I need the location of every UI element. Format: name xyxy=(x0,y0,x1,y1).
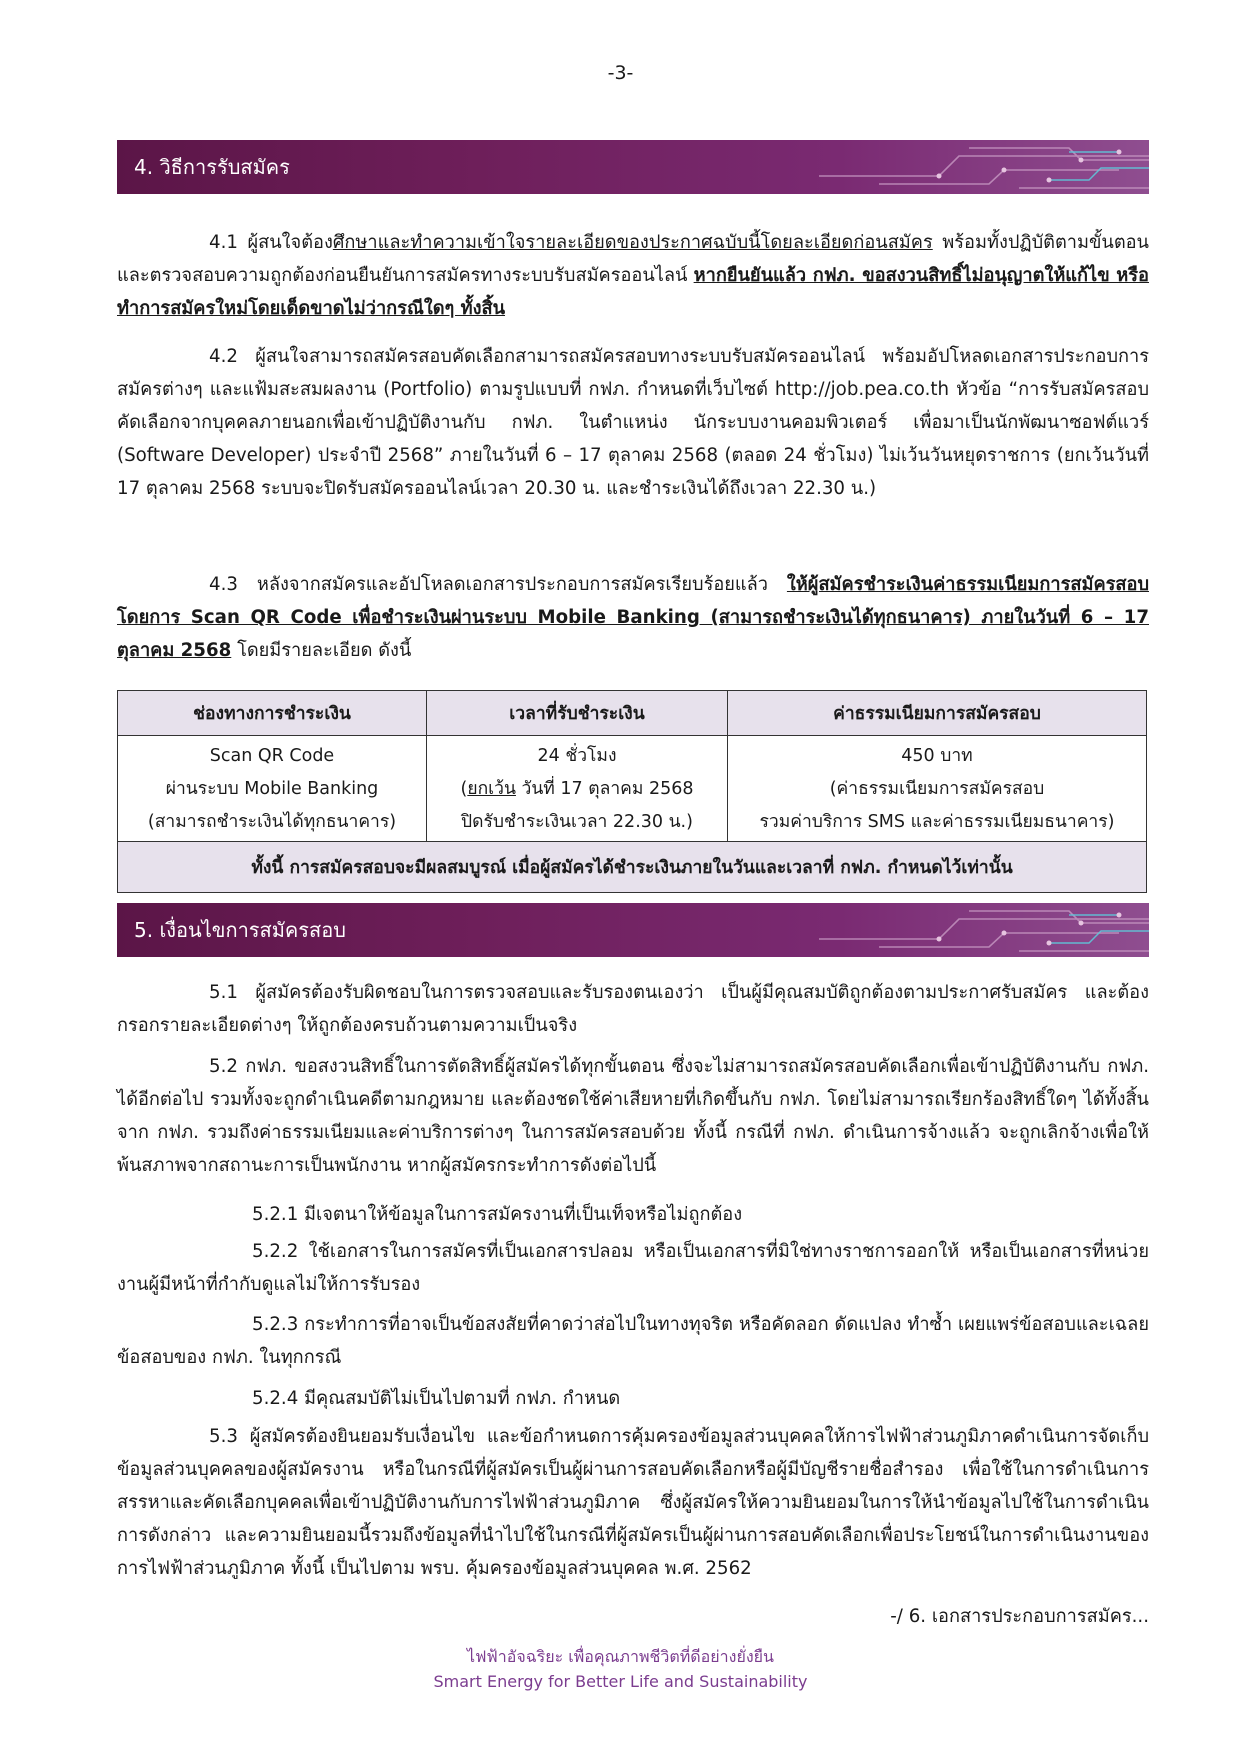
payment-channel-cell xyxy=(118,736,427,842)
paragraph-5-2-4: 5.2.4 มีคุณสมบัติไม่เป็นไปตามที่ กฟภ. กำหนด xyxy=(252,1388,621,1409)
fee-amount-line: 450 บาท xyxy=(901,746,973,766)
section-4-title: 4. วิธีการรับสมัคร xyxy=(134,155,290,179)
paren: ( xyxy=(460,779,468,799)
fee-table-header: เวลาที่รับชำระเงิน xyxy=(427,691,728,736)
circuit-decoration-icon xyxy=(819,903,1149,957)
payment-time-line xyxy=(427,773,727,806)
fee-table xyxy=(117,690,1147,893)
p43-payment-instruction: ให้ผู้สมัครชำระเงินค่าธรรมเนียมการสมัครสอบ โดยการ Scan QR Code เพื่อชำระเงินผ่านระบบ Mobile Banking (สามารถชำระเงินได้ทุกธนาคาร) ภายในวันที่ 6 – 17 ตุลาคม 2568 xyxy=(117,574,1149,661)
paragraph-4-3 xyxy=(117,568,1149,667)
fee-table-note: ทั้งนี้ การสมัครสอบจะมีผลสมบูรณ์ เมื่อผู้สมัครได้ชำระเงินภายในวันและเวลาที่ กฟภ. กำหนดไว้เท่านั้น xyxy=(118,842,1147,893)
payment-channel-line: ผ่านระบบ Mobile Banking xyxy=(165,779,379,799)
paragraph-4-1 xyxy=(117,226,1149,325)
section-5-banner xyxy=(117,903,1149,957)
section-5-title: 5. เงื่อนไขการสมัครสอบ xyxy=(134,918,346,942)
p43-tail: โดยมีรายละเอียด ดังนี้ xyxy=(231,640,412,661)
paragraph-5-2: 5.2 กฟภ. ขอสงวนสิทธิ์ในการตัดสิทธิ์ผู้สมัครได้ทุกขั้นตอน ซึ่งจะไม่สามารถสมัครสอบคัดเลือกเพื่อเข้าปฏิบัติงานกับ กฟภ. ได้อีกต่อไป รวมทั้งจะถูกดำเนินคดีตามกฎหมาย และต้องชดใช้ค่าเสียหายที่เกิดขึ้นกับ กฟภ. โดยไม่สามารถเรียกร้องสิทธิ์ใดๆ ได้ทั้งสิ้นจาก กฟภ. รวมถึงค่าธรรมเนียมและค่าบริการต่างๆ ในการสมัครสอบด้วย ทั้งนี้ กรณีที่ กฟภ. ดำเนินการจ้างแล้ว จะถูกเลิกจ้างเพื่อให้พ้นสภาพจากสถานะการเป็นพนักงาน หากผู้สมัครกระทำการดังต่อไปนี้ xyxy=(117,1056,1149,1176)
p41-body: พร้อมทั้งปฏิบัติตามขั้นตอน และตรวจสอบความถูกต้องก่อนยืนยันการสมัครทางระบบรับสมัครออนไลน์ xyxy=(117,232,1149,286)
fee-table-header-row xyxy=(118,691,1147,736)
fee-table-header: ช่องทางการชำระเงิน xyxy=(118,691,427,736)
except-date: วันที่ 17 ตุลาคม 2568 xyxy=(515,779,694,799)
fee-table-row xyxy=(118,736,1147,842)
paragraph-5-1: 5.1 ผู้สมัครต้องรับผิดชอบในการตรวจสอบและรับรองตนเองว่า เป็นผู้มีคุณสมบัติถูกต้องตามประกาศรับสมัคร และต้องกรอกรายละเอียดต่างๆ ให้ถูกต้องครบถ้วนตามความเป็นจริง xyxy=(117,982,1149,1036)
fee-table-note-row xyxy=(118,842,1147,893)
paragraph-4-2: 4.2 ผู้สนใจสามารถสมัครสอบคัดเลือกสามารถสมัครสอบทางระบบรับสมัครออนไลน์ พร้อมอัปโหลดเอกสารประกอบการสมัครต่างๆ และแฟ้มสะสมผลงาน (Portfolio) ตามรูปแบบที่ กฟภ. กำหนดที่เว็บไซต์ http://job.pea.co.th หัวข้อ “การรับสมัครสอบคัดเลือกจากบุคคลภายนอกเพื่อเข้าปฏิบัติงานกับ กฟภ. ในตำแหน่ง นักระบบงานคอมพิวเตอร์ เพื่อมาเป็นนักพัฒนาซอฟต์แวร์ (Software Developer) ประจำปี 2568” ภายในวันที่ 6 – 17 ตุลาคม 2568 (ตลอด 24 ชั่วโมง) ไม่เว้นวันหยุดราชการ (ยกเว้นวันที่ 17 ตุลาคม 2568 ระบบจะปิดรับสมัครออนไลน์เวลา 20.30 น. และชำระเงินได้ถึงเวลา 22.30 น.) xyxy=(117,346,1149,499)
paragraph-5-2-2: 5.2.2 ใช้เอกสารในการสมัครที่เป็นเอกสารปลอม หรือเป็นเอกสารที่มิใช่ทางราชการออกให้ หรือเป็นเอกสารที่หน่วยงานผู้มีหน้าที่กำกับดูแลไม่ให้การรับรอง xyxy=(117,1241,1149,1295)
paragraph-5-2-1: 5.2.1 มีเจตนาให้ข้อมูลในการสมัครงานที่เป็นเท็จหรือไม่ถูกต้อง xyxy=(252,1204,743,1225)
payment-time-line: 24 ชั่วโมง xyxy=(537,746,617,766)
fee-amount-line: รวมค่าบริการ SMS และค่าธรรมเนียมธนาคาร) xyxy=(759,812,1115,832)
except-word: ยกเว้น xyxy=(467,779,516,799)
footer-slogan-thai: ไฟฟ้าอัจฉริยะ เพื่อคุณภาพชีวิตที่ดีอย่างยั่งยืน xyxy=(467,1647,774,1666)
continuation-note: -/ 6. เอกสารประกอบการสมัคร... xyxy=(890,1606,1149,1627)
p43-lead: 4.3 หลังจากสมัครและอัปโหลดเอกสารประกอบการสมัครเรียบร้อยแล้ว xyxy=(209,574,787,595)
fee-table-header: ค่าธรรมเนียมการสมัครสอบ xyxy=(728,691,1147,736)
payment-channel-line: (สามารถชำระเงินได้ทุกธนาคาร) xyxy=(147,812,397,832)
payment-time-line: ปิดรับชำระเงินเวลา 22.30 น.) xyxy=(461,812,693,832)
section-4-banner xyxy=(117,140,1149,194)
p41-lead: 4.1 ผู้สนใจต้อง xyxy=(209,232,333,253)
paragraph-5-3: 5.3 ผู้สมัครต้องยินยอมรับเงื่อนไข และข้อกำหนดการคุ้มครองข้อมูลส่วนบุคคลให้การไฟฟ้าส่วนภูมิภาคดำเนินการจัดเก็บข้อมูลส่วนบุคคลของผู้สมัครงาน หรือในกรณีที่ผู้สมัครเป็นผู้ผ่านการสอบคัดเลือกหรือผู้มีบัญชีรายชื่อสำรอง เพื่อใช้ในการดำเนินการสรรหาและคัดเลือกบุคคลเพื่อเข้าปฏิบัติงานกับการไฟฟ้าส่วนภูมิภาค ซึ่งผู้สมัครให้ความยินยอมในการให้นำข้อมูลไปใช้ในการดำเนินการดังกล่าว และความยินยอมนี้รวมถึงข้อมูลที่นำไปใช้ในกรณีที่ผู้สมัครเป็นผู้ผ่านการสอบคัดเลือกเพื่อประโยชน์ในการดำเนินงานของการไฟฟ้าส่วนภูมิภาค ทั้งนี้ เป็นไปตาม พรบ. คุ้มครองข้อมูลส่วนบุคคล พ.ศ. 2562 xyxy=(117,1426,1149,1579)
p41-underlined: ศึกษาและทำความเข้าใจรายละเอียดของประกาศฉบับนี้โดยละเอียดก่อนสมัคร xyxy=(332,232,933,253)
fee-amount-cell xyxy=(728,736,1147,842)
page-number: -3- xyxy=(607,62,634,84)
p41-warning: หากยืนยันแล้ว กฟภ. ขอสงวนสิทธิ์ไม่อนุญาตให้แก้ไข หรือทำการสมัครใหม่โดยเด็ดขาดไม่ว่ากรณีใดๆ ทั้งสิ้น xyxy=(117,265,1149,319)
payment-time-cell xyxy=(427,736,728,842)
footer-slogan-english: Smart Energy for Better Life and Sustainability xyxy=(433,1672,808,1691)
paragraph-5-2-3: 5.2.3 กระทำการที่อาจเป็นข้อสงสัยที่คาดว่าส่อไปในทางทุจริต หรือคัดลอก ดัดแปลง ทำซ้ำ เผยแพร่ข้อสอบและเฉลยข้อสอบของ กฟภ. ในทุกกรณี xyxy=(117,1314,1149,1368)
payment-channel-line: Scan QR Code xyxy=(209,746,335,766)
circuit-decoration-icon xyxy=(819,140,1149,194)
fee-amount-line: (ค่าธรรมเนียมการสมัครสอบ xyxy=(829,779,1045,799)
